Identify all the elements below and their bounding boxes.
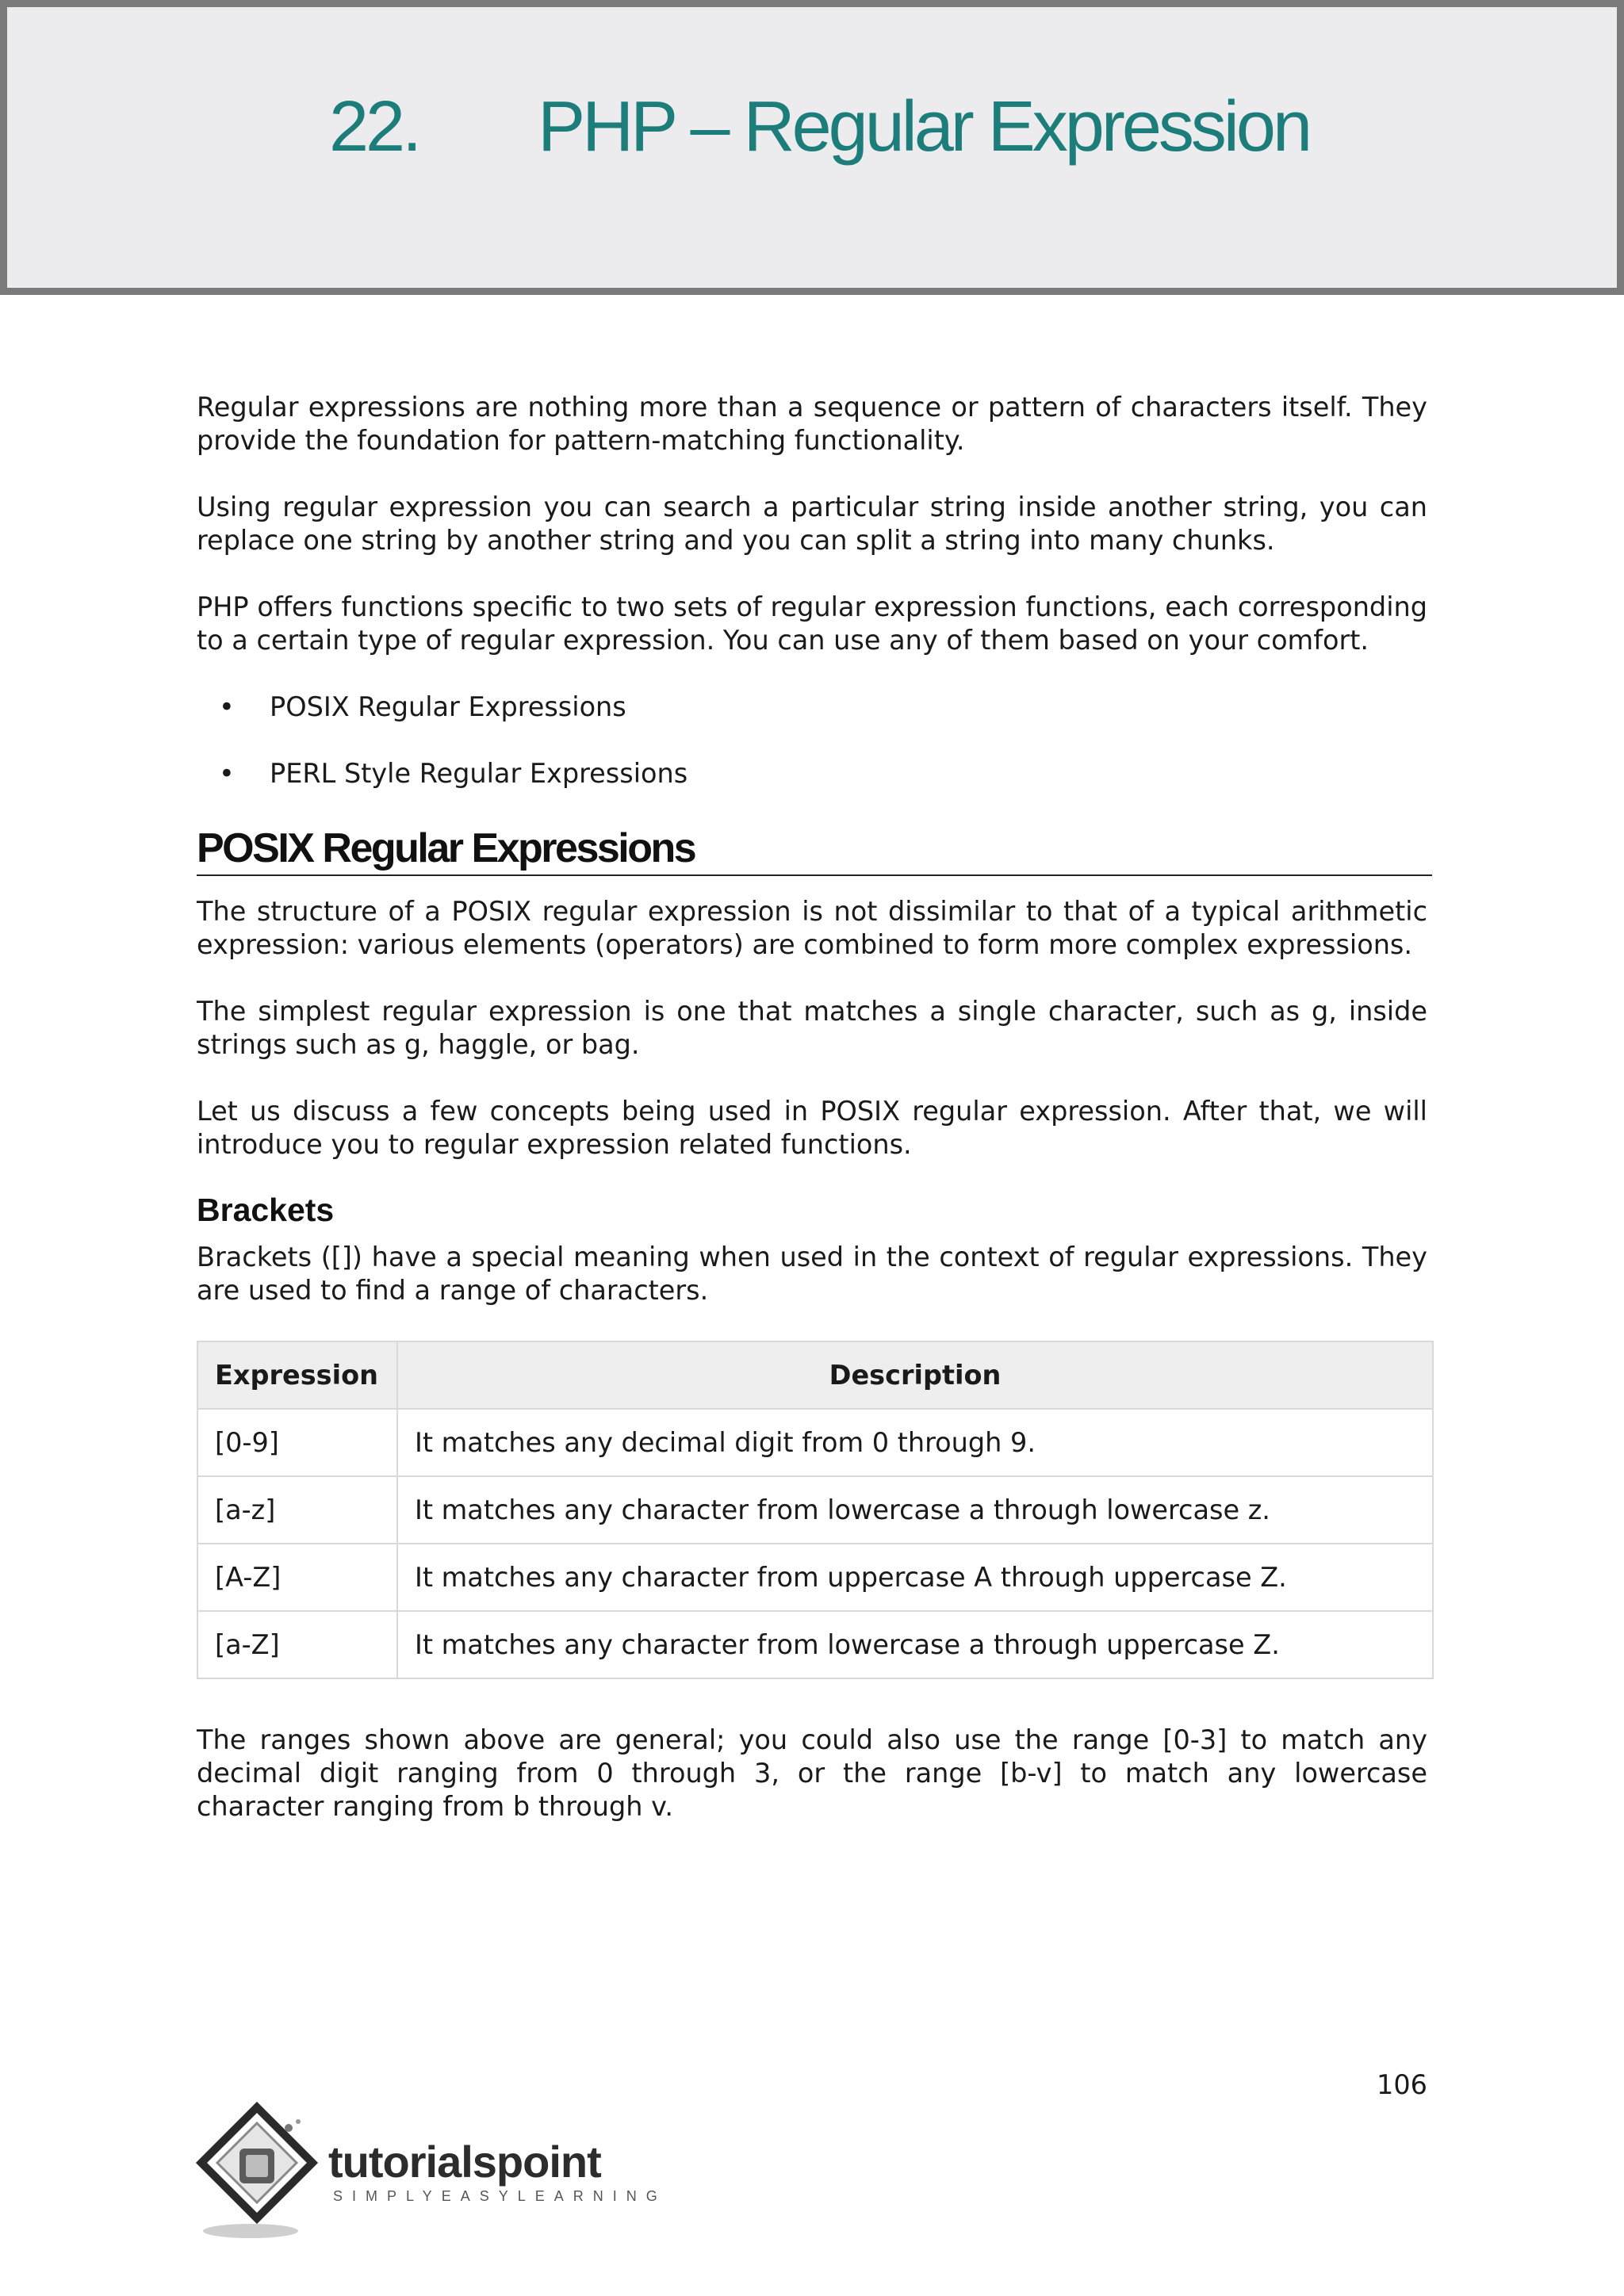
chapter-title [7, 86, 1624, 168]
list-item-text: PERL Style Regular Expressions [270, 758, 688, 789]
logo-text: tutorialspoint [328, 2137, 601, 2187]
chapter-title-text: PHP – Regular Expression [538, 87, 1309, 166]
bullet-icon: • [219, 691, 235, 722]
chapter-number: 22. [328, 87, 419, 166]
posix-paragraph-1: The structure of a POSIX regular expression is not dissimilar to that of a typical arithmetic expression: various elements (operators) are combined to form more complex expressions. [197, 896, 1427, 960]
description-cell: It matches any decimal digit from 0 through 9. [397, 1409, 1433, 1476]
brackets-outro: The ranges shown above are general; you could also use the range [0-3] to match any decimal digit ranging from 0 through 3, or the range [b-v] to match any lowercase character ranging from b through v. [197, 1724, 1427, 1822]
posix-section-heading: POSIX Regular Expressions [197, 824, 1432, 876]
posix-paragraph-3: Let us discuss a few concepts being used in POSIX regular expression. After that, we will introduce you to regular expression related functions. [197, 1096, 1427, 1160]
table-row [197, 1409, 1433, 1476]
description-cell: It matches any character from lowercase a through lowercase z. [397, 1476, 1433, 1544]
bullet-icon: • [219, 758, 235, 789]
intro-paragraph-1: Regular expressions are nothing more than a sequence or pattern of characters itself. They provide the foundation for pattern-matching functionality. [197, 392, 1427, 456]
intro-paragraph-3: PHP offers functions specific to two sets of regular expression functions, each corresponding to a certain type of regular expression. You can use any of them based on your comfort. [197, 591, 1427, 656]
table-row [197, 1544, 1433, 1611]
column-header-description: Description [397, 1341, 1433, 1409]
list-item-text: POSIX Regular Expressions [270, 691, 626, 722]
logo-diamond-icon [193, 2099, 328, 2242]
page-content [197, 391, 1427, 1823]
expression-cell: [A-Z] [197, 1544, 397, 1611]
table-header-row [197, 1341, 1433, 1409]
intro-paragraph-2: Using regular expression you can search a particular string inside another string, you can replace one string by another string and you can split a string into many chunks. [197, 492, 1427, 556]
chapter-header [0, 0, 1624, 295]
brackets-table [197, 1341, 1434, 1679]
regex-types-list [197, 691, 1427, 790]
tutorialspoint-logo [193, 2099, 669, 2242]
expression-cell: [0-9] [197, 1409, 397, 1476]
expression-cell: [a-Z] [197, 1611, 397, 1678]
table-row [197, 1476, 1433, 1544]
brackets-intro: Brackets ([]) have a special meaning when used in the context of regular expressions. They are used to find a range of characters. [197, 1242, 1427, 1306]
page-number: 106 [1377, 2069, 1427, 2100]
expression-cell: [a-z] [197, 1476, 397, 1544]
brackets-heading: Brackets [197, 1192, 335, 1228]
list-item [197, 691, 1427, 724]
description-cell: It matches any character from uppercase A through uppercase Z. [397, 1544, 1433, 1611]
posix-paragraph-2: The simplest regular expression is one that matches a single character, such as g, inside strings such as g, haggle, or bag. [197, 996, 1427, 1060]
description-cell: It matches any character from lowercase a through uppercase Z. [397, 1611, 1433, 1678]
logo-tagline: SIMPLYEASYLEARNING [333, 2188, 667, 2204]
column-header-expression: Expression [197, 1341, 397, 1409]
table-row [197, 1611, 1433, 1678]
list-item [197, 757, 1427, 790]
